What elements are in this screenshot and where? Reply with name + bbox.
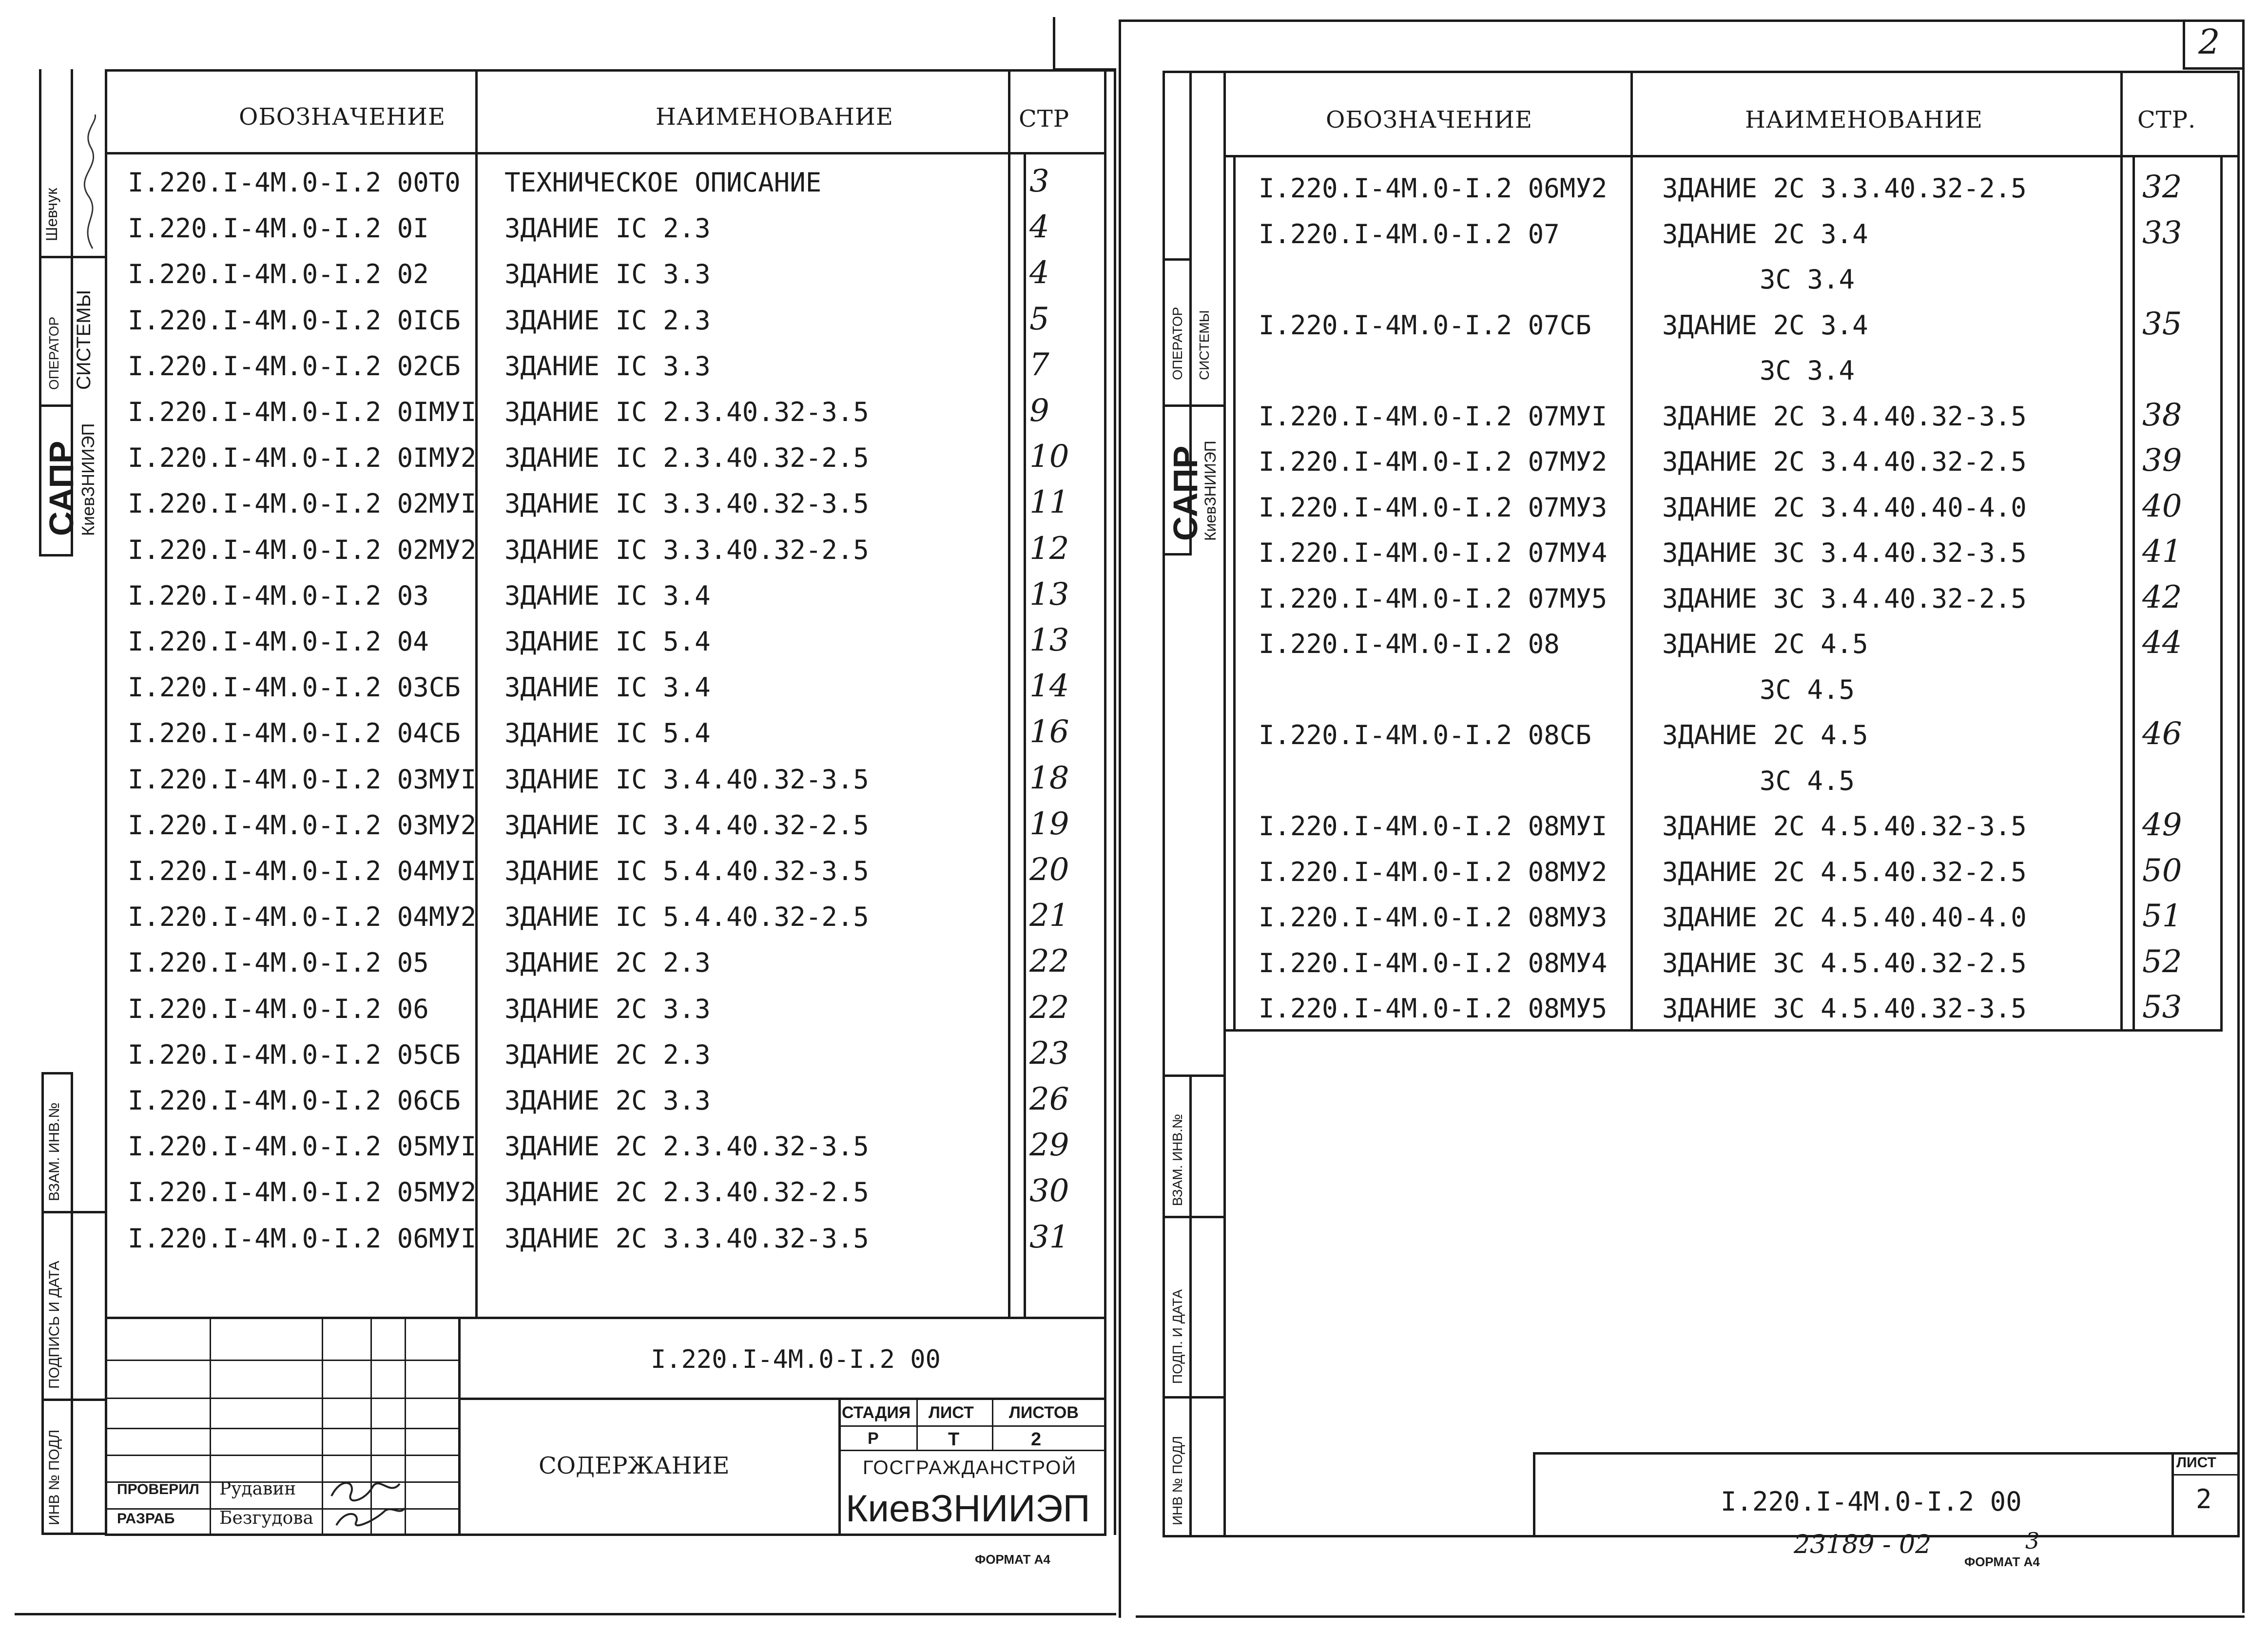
row-code: I.220.I-4M.0-I.2 00Т0 bbox=[128, 167, 461, 198]
row-page: 7 bbox=[1029, 346, 1049, 383]
header-separator bbox=[1223, 155, 2237, 157]
row-name: ЗДАНИЕ 2C 4.5.40.32-3.5 bbox=[1662, 811, 2027, 842]
side-strip bbox=[1163, 404, 1223, 407]
row-code: I.220.I-4M.0-I.2 05МУI bbox=[128, 1131, 477, 1162]
sheets-label: ЛИСТОВ bbox=[1009, 1403, 1079, 1422]
archive-number: 23189 - 02 bbox=[1794, 1530, 1932, 1559]
row-name: ЗДАНИЕ 2C 3.4.40.40-4.0 bbox=[1662, 492, 2027, 523]
row-code: I.220.I-4M.0-I.2 0IСБ bbox=[128, 305, 461, 336]
header-code: ОБОЗНАЧЕНИЕ bbox=[1326, 106, 1532, 134]
frame-line bbox=[1114, 69, 1116, 1535]
row-page: 22 bbox=[1029, 989, 1069, 1026]
stamp-title: СОДЕРЖАНИЕ bbox=[539, 1452, 730, 1479]
row-name: ЗДАНИЕ IC 2.3 bbox=[504, 305, 711, 336]
stamp-line bbox=[838, 1450, 1104, 1451]
row-name: ЗДАНИЕ IC 2.3 bbox=[504, 213, 711, 244]
checked-label: ПРОВЕРИЛ bbox=[117, 1481, 199, 1497]
row-page: 16 bbox=[1029, 714, 1069, 750]
frame-line bbox=[1136, 1615, 2245, 1618]
sig-grid bbox=[105, 1360, 458, 1361]
row-code: I.220.I-4M.0-I.2 08МУ3 bbox=[1259, 902, 1608, 933]
row-code: I.220.I-4M.0-I.2 04 bbox=[128, 626, 429, 657]
row-page: 23 bbox=[1029, 1035, 1069, 1072]
side-podpis: ПОДП. И ДАТА bbox=[1170, 1289, 1185, 1384]
signature-image bbox=[327, 1467, 409, 1535]
row-page: 4 bbox=[1029, 209, 1049, 246]
row-code: I.220.I-4M.0-I.2 08СБ bbox=[1259, 720, 1591, 750]
row-page: 13 bbox=[1029, 622, 1069, 658]
frame-line bbox=[2242, 19, 2245, 1613]
side-strip bbox=[39, 554, 73, 556]
row-name: ЗДАНИЕ 2C 2.3 bbox=[504, 1039, 711, 1070]
sheet-label: ЛИСТ bbox=[929, 1403, 974, 1422]
side-operator1: ОПЕРАТОР bbox=[46, 316, 61, 390]
column-divider bbox=[1024, 152, 1026, 1317]
row-page: 39 bbox=[2142, 442, 2182, 479]
row-code: I.220.I-4M.0-I.2 07МУ5 bbox=[1259, 583, 1608, 614]
row-page: 31 bbox=[1029, 1219, 1069, 1255]
side-strip-lower bbox=[41, 1072, 44, 1535]
org-line2: КиевЗНИИЭП bbox=[846, 1487, 1090, 1530]
row-name: ЗДАНИЕ 2C 3.3.40.32-2.5 bbox=[1662, 173, 2027, 204]
sig-grid bbox=[322, 1317, 323, 1534]
row-code: I.220.I-4M.0-I.2 06 bbox=[128, 993, 429, 1024]
header-code: ОБОЗНАЧЕНИЕ bbox=[239, 103, 446, 131]
row-name: ЗДАНИЕ IC 3.3.40.32-2.5 bbox=[504, 534, 869, 565]
row-code: I.220.I-4M.0-I.2 06СБ bbox=[128, 1085, 461, 1116]
stamp-doc-code: I.220.I-4M.0-I.2 00 bbox=[651, 1345, 941, 1374]
corner-box bbox=[2183, 67, 2244, 70]
row-name: ЗДАНИЕ 3C 4.5.40.32-3.5 bbox=[1662, 993, 2027, 1024]
side-podpis: ПОДПИСЬ И ДАТА bbox=[46, 1261, 62, 1389]
row-code: I.220.I-4M.0-I.2 07МУI bbox=[1259, 401, 1608, 432]
row-page: 40 bbox=[2142, 488, 2182, 524]
corner-page-number: 2 bbox=[2198, 22, 2220, 62]
row-page: 5 bbox=[1029, 301, 1049, 337]
row-name: ЗДАНИЕ 2C 3.4 bbox=[1662, 218, 1868, 249]
stamp-divider bbox=[916, 1398, 918, 1451]
row-page: 9 bbox=[1029, 393, 1049, 429]
header-separator bbox=[105, 152, 1104, 154]
stamp-divider bbox=[992, 1398, 993, 1451]
row-code: I.220.I-4M.0-I.2 07МУ4 bbox=[1259, 537, 1608, 568]
row-name: ЗДАНИЕ IC 3.4.40.32-3.5 bbox=[504, 764, 869, 795]
column-divider bbox=[1630, 71, 1633, 1031]
row-page: 13 bbox=[1029, 576, 1069, 613]
side-name: Шевчук bbox=[43, 188, 60, 241]
row-code: I.220.I-4M.0-I.2 03МУ2 bbox=[128, 809, 477, 841]
side-operator1: ОПЕРАТОР bbox=[1170, 307, 1185, 380]
row-page: 29 bbox=[1029, 1127, 1069, 1164]
row-page: 26 bbox=[1029, 1081, 1069, 1117]
row-name: ЗДАНИЕ 2C 4.5 bbox=[1662, 720, 1868, 750]
frame-line bbox=[1119, 19, 2245, 22]
stamp-line bbox=[838, 1425, 1104, 1427]
sheets-value: 2 bbox=[1031, 1429, 1042, 1450]
row-code: I.220.I-4M.0-I.2 08МУ2 bbox=[1259, 856, 1608, 887]
column-divider bbox=[475, 69, 478, 1317]
stamp-divider bbox=[1533, 1452, 1535, 1535]
row-name: ЗДАНИЕ 3C 3.4.40.32-3.5 bbox=[1662, 537, 2027, 568]
row-code: I.220.I-4M.0-I.2 05МУ2 bbox=[128, 1177, 477, 1208]
row-page: 51 bbox=[2142, 898, 2182, 934]
row-code: I.220.I-4M.0-I.2 02МУI bbox=[128, 488, 477, 519]
sheet-label: ЛИСТ bbox=[2176, 1455, 2216, 1471]
side-sapr: САПР bbox=[1166, 445, 1204, 541]
row-page: 35 bbox=[2142, 306, 2182, 342]
column-divider bbox=[2220, 155, 2223, 1031]
corner-box bbox=[2183, 19, 2185, 68]
row-code: I.220.I-4M.0-I.2 07СБ bbox=[1259, 309, 1591, 341]
row-page: 19 bbox=[1029, 805, 1069, 842]
frame-line bbox=[15, 1613, 1116, 1615]
row-page: 3 bbox=[1029, 163, 1049, 199]
row-code: I.220.I-4M.0-I.2 02СБ bbox=[128, 350, 461, 382]
row-page: 41 bbox=[2142, 534, 2182, 570]
stage-value: Р bbox=[868, 1429, 879, 1448]
header-page: СТР. bbox=[2137, 106, 2196, 134]
row-code: I.220.I-4M.0-I.2 07МУ2 bbox=[1259, 446, 1608, 477]
row-name: ЗДАНИЕ 2C 4.5.40.40-4.0 bbox=[1662, 902, 2027, 933]
side-sapr-org: КиевЗНИИЭП bbox=[78, 423, 98, 536]
column-divider bbox=[2120, 71, 2123, 1031]
row-code: I.220.I-4M.0-I.2 04СБ bbox=[128, 718, 461, 749]
row-page: 30 bbox=[1029, 1173, 1069, 1209]
side-strip bbox=[1163, 258, 1192, 261]
stamp-line bbox=[2171, 1474, 2237, 1476]
row-page: 49 bbox=[2142, 807, 2182, 843]
stamp-top-line bbox=[105, 1317, 1104, 1319]
row-name: ЗДАНИЕ IC 3.3 bbox=[504, 259, 711, 290]
row-page: 12 bbox=[1029, 530, 1069, 567]
row-name: ЗДАНИЕ 2C 4.5.40.32-2.5 bbox=[1662, 856, 2027, 887]
side-strip-lower bbox=[41, 1211, 105, 1213]
row-name: 3C 3.4 bbox=[1760, 355, 1855, 386]
org-line1: ГОСГРАЖДАНСТРОЙ bbox=[863, 1457, 1077, 1478]
row-page: 20 bbox=[1029, 852, 1069, 888]
row-name: ЗДАНИЕ IC 2.3.40.32-3.5 bbox=[504, 397, 869, 427]
developed-label: РАЗРАБ bbox=[117, 1511, 175, 1527]
row-name: ТЕХНИЧЕСКОЕ ОПИСАНИЕ bbox=[504, 167, 822, 198]
row-page: 50 bbox=[2142, 852, 2182, 889]
header-page: СТР bbox=[1019, 105, 1070, 133]
row-page: 32 bbox=[2142, 169, 2182, 205]
row-code: I.220.I-4M.0-I.2 06МУI bbox=[128, 1223, 477, 1254]
row-code: I.220.I-4M.0-I.2 03МУI bbox=[128, 764, 477, 795]
row-code: I.220.I-4M.0-I.2 02 bbox=[128, 259, 429, 290]
row-name: ЗДАНИЕ IC 2.3.40.32-2.5 bbox=[504, 442, 869, 474]
row-code: I.220.I-4M.0-I.2 04МУ2 bbox=[128, 901, 477, 933]
sheet-value: Т bbox=[948, 1429, 960, 1450]
row-name: ЗДАНИЕ IC 5.4.40.32-3.5 bbox=[504, 856, 869, 886]
row-name: ЗДАНИЕ 2C 3.4 bbox=[1662, 309, 1868, 341]
side-strip-lower bbox=[41, 1072, 73, 1074]
row-code: I.220.I-4M.0-I.2 0IМУI bbox=[128, 397, 477, 427]
row-code: I.220.I-4M.0-I.2 07 bbox=[1259, 218, 1560, 249]
side-strip-lower bbox=[1163, 1396, 1223, 1399]
row-code: I.220.I-4M.0-I.2 03 bbox=[128, 580, 429, 611]
sig-grid bbox=[105, 1398, 458, 1399]
row-page: 10 bbox=[1029, 439, 1069, 475]
row-page: 42 bbox=[2142, 579, 2182, 615]
row-code: I.220.I-4M.0-I.2 04МУI bbox=[128, 856, 477, 886]
row-page: 21 bbox=[1029, 898, 1069, 934]
frame-line bbox=[1119, 19, 1121, 1618]
side-strip-lower bbox=[71, 1072, 73, 1535]
row-code: I.220.I-4M.0-I.2 08МУ5 bbox=[1259, 993, 1608, 1024]
side-sapr: САПР bbox=[42, 441, 80, 536]
row-page: 22 bbox=[1029, 943, 1069, 980]
row-name: ЗДАНИЕ 3C 4.5.40.32-2.5 bbox=[1662, 947, 2027, 978]
right-table-frame bbox=[1163, 71, 2240, 1537]
row-name: 3C 4.5 bbox=[1760, 674, 1855, 705]
row-name: ЗДАНИЕ IC 3.3 bbox=[504, 350, 711, 382]
side-strip bbox=[39, 404, 71, 407]
stamp-line bbox=[458, 1398, 1104, 1400]
row-name: ЗДАНИЕ IC 3.4 bbox=[504, 672, 711, 703]
row-code: I.220.I-4M.0-I.2 08 bbox=[1259, 629, 1560, 659]
row-name: ЗДАНИЕ 2C 3.3.40.32-3.5 bbox=[504, 1223, 869, 1254]
row-code: I.220.I-4M.0-I.2 05 bbox=[128, 947, 429, 978]
stamp-line bbox=[1533, 1452, 2237, 1455]
row-page: 46 bbox=[2142, 716, 2182, 752]
frame-line bbox=[1053, 17, 1055, 71]
sheet-value: 2 bbox=[2196, 1484, 2212, 1515]
row-name: ЗДАНИЕ IC 3.4.40.32-2.5 bbox=[504, 809, 869, 841]
row-code: I.220.I-4M.0-I.2 08МУI bbox=[1259, 811, 1608, 842]
row-name: ЗДАНИЕ 2C 3.3 bbox=[504, 1085, 711, 1116]
header-name: НАИМЕНОВАНИЕ bbox=[656, 103, 893, 131]
side-sapr-org: КиевЗНИИЭП bbox=[1202, 441, 1219, 541]
row-code: I.220.I-4M.0-I.2 08МУ4 bbox=[1259, 947, 1608, 978]
side-divider bbox=[1223, 71, 1226, 1535]
column-divider bbox=[1233, 155, 1236, 1031]
row-code: I.220.I-4M.0-I.2 06МУ2 bbox=[1259, 173, 1608, 204]
row-name: ЗДАНИЕ IC 5.4 bbox=[504, 626, 711, 657]
row-code: I.220.I-4M.0-I.2 03СБ bbox=[128, 672, 461, 703]
side-strip-lower bbox=[1163, 1216, 1223, 1218]
format-label: ФОРМАТ А4 bbox=[975, 1552, 1050, 1567]
column-divider bbox=[1008, 69, 1010, 1317]
row-name: ЗДАНИЕ IC 5.4 bbox=[504, 718, 711, 749]
row-page: 4 bbox=[1029, 255, 1049, 291]
side-inv: ИНВ № ПОДЛ bbox=[1170, 1436, 1185, 1525]
row-name: ЗДАНИЕ 2C 4.5 bbox=[1662, 629, 1868, 659]
row-name: ЗДАНИЕ 2C 3.3 bbox=[504, 993, 711, 1024]
format-label: ФОРМАТ А4 bbox=[1964, 1554, 2040, 1569]
row-page: 11 bbox=[1029, 484, 1069, 521]
side-strip bbox=[1163, 553, 1192, 556]
stamp-divider bbox=[2171, 1452, 2174, 1535]
developed-name: Безгудова bbox=[219, 1508, 314, 1528]
row-name: 3C 3.4 bbox=[1760, 264, 1855, 295]
row-code: I.220.I-4M.0-I.2 05СБ bbox=[128, 1039, 461, 1070]
table-bottom bbox=[1223, 1029, 2223, 1032]
row-name: ЗДАНИЕ 2C 2.3.40.32-2.5 bbox=[504, 1177, 869, 1208]
side-inv: ИНВ № ПОДЛ bbox=[46, 1429, 62, 1525]
side-strip-lower bbox=[1163, 1074, 1223, 1077]
row-page: 53 bbox=[2142, 989, 2182, 1025]
header-name: НАИМЕНОВАНИЕ bbox=[1745, 106, 1983, 134]
side-signature bbox=[73, 112, 107, 258]
row-name: ЗДАНИЕ IC 5.4.40.32-2.5 bbox=[504, 901, 869, 933]
row-name: 3C 4.5 bbox=[1760, 765, 1855, 796]
side-strip bbox=[39, 69, 41, 554]
row-page: 18 bbox=[1029, 760, 1069, 796]
row-code: I.220.I-4M.0-I.2 02МУ2 bbox=[128, 534, 477, 565]
side-operator2: СИСТЕМЫ bbox=[1197, 310, 1212, 380]
side-strip-lower bbox=[41, 1533, 105, 1535]
row-name: ЗДАНИЕ 2C 2.3 bbox=[504, 947, 711, 978]
row-name: ЗДАНИЕ 2C 3.4.40.32-3.5 bbox=[1662, 401, 2027, 432]
side-vzam: ВЗАМ. ИНВ.№ bbox=[46, 1102, 62, 1201]
row-code: I.220.I-4M.0-I.2 07МУ3 bbox=[1259, 492, 1608, 523]
sig-grid bbox=[105, 1455, 458, 1456]
side-strip-lower bbox=[41, 1399, 105, 1401]
checked-name: Рудавин bbox=[219, 1479, 296, 1499]
row-name: ЗДАНИЕ IC 3.4 bbox=[504, 580, 711, 611]
sig-grid bbox=[105, 1428, 458, 1429]
sig-grid bbox=[210, 1317, 211, 1534]
row-name: ЗДАНИЕ 3C 3.4.40.32-2.5 bbox=[1662, 583, 2027, 614]
row-name: ЗДАНИЕ IC 3.3.40.32-3.5 bbox=[504, 488, 869, 519]
stamp-doc-code: I.220.I-4M.0-I.2 00 bbox=[1721, 1486, 2022, 1517]
column-divider bbox=[2132, 155, 2135, 1031]
row-code: I.220.I-4M.0-I.2 0IМУ2 bbox=[128, 442, 477, 474]
row-page: 33 bbox=[2142, 214, 2182, 251]
archive-sub: 3 bbox=[2025, 1528, 2040, 1554]
stamp-divider bbox=[458, 1317, 461, 1534]
row-page: 44 bbox=[2142, 625, 2182, 661]
side-strip-lower bbox=[1189, 1074, 1192, 1535]
side-vzam: ВЗАМ. ИНВ.№ bbox=[1170, 1113, 1185, 1206]
stage-label: СТАДИЯ bbox=[842, 1403, 911, 1422]
row-page: 38 bbox=[2142, 397, 2182, 433]
row-page: 14 bbox=[1029, 668, 1069, 705]
stamp-divider bbox=[838, 1398, 841, 1534]
row-code: I.220.I-4M.0-I.2 0I bbox=[128, 213, 429, 244]
row-page: 52 bbox=[2142, 943, 2182, 980]
row-name: ЗДАНИЕ 2C 3.4.40.32-2.5 bbox=[1662, 446, 2027, 477]
row-name: ЗДАНИЕ 2C 2.3.40.32-3.5 bbox=[504, 1131, 869, 1162]
side-operator2: СИСТЕМЫ bbox=[73, 289, 95, 390]
